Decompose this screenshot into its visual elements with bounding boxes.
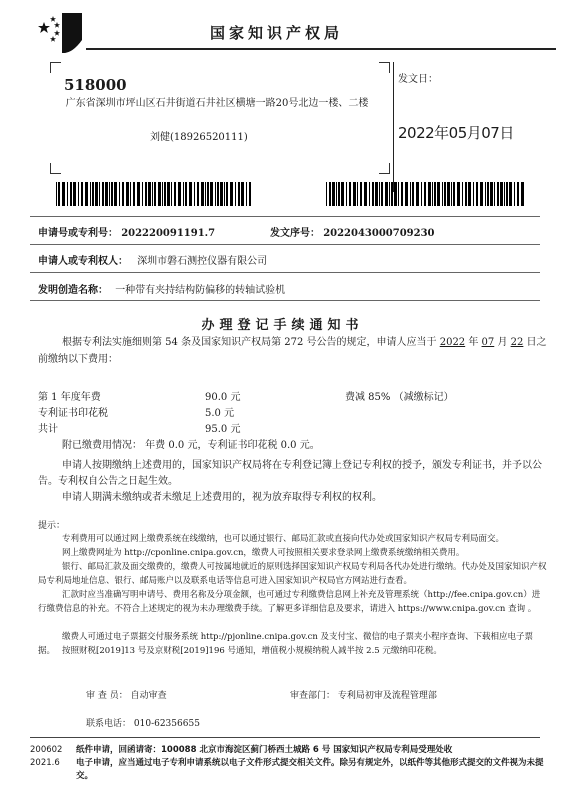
barcode-bar — [487, 182, 489, 206]
office-name: 国家知识产权局 — [210, 24, 344, 42]
barcode-bar — [364, 182, 367, 206]
barcode-bar — [468, 182, 471, 206]
header-separator — [393, 62, 394, 192]
barcode-bar — [78, 182, 79, 206]
barcode-bar — [73, 182, 76, 206]
barcode-bar — [174, 182, 176, 206]
barcode-bar — [412, 182, 414, 206]
barcode-bar — [437, 182, 440, 206]
barcode-bar — [171, 182, 172, 206]
barcode-bar — [465, 182, 467, 206]
fee-name: 专利证书印花税 — [38, 408, 108, 419]
barcode-bar — [126, 182, 129, 206]
applicant-label: 申请人或专利权人： — [38, 256, 128, 267]
barcode-bar — [369, 182, 370, 206]
phone-value: 010-62356655 — [133, 719, 200, 729]
tip-item: 专利费用可以通过网上缴费系统在线缴纳，也可以通过银行、邮局汇款或直接向代办处或国家知识产权局专利局面交。 — [62, 534, 505, 544]
barcode-bar — [148, 182, 151, 206]
cnipa-logo-icon — [38, 10, 84, 56]
barcode-bar — [67, 182, 68, 206]
barcode-bar — [152, 182, 153, 206]
application-number-label: 申请号或专利号： — [38, 228, 118, 239]
barcode-bar — [85, 182, 88, 206]
barcode-bar — [205, 182, 206, 206]
barcode-bar — [58, 182, 60, 206]
barcode-bar — [444, 182, 446, 206]
barcode-bar — [226, 182, 228, 206]
barcode-left — [56, 182, 253, 206]
barcode-bar — [360, 182, 362, 206]
applicant-name: 深圳市磐石测控仪器有限公司 — [137, 256, 268, 267]
fee-name: 第 1 年度年费 — [38, 392, 101, 403]
paid-status: 附已缴费用情况： 年费 0.0 元，专利证书印花税 0.0 元。 — [62, 440, 320, 451]
application-number-row — [38, 224, 215, 239]
barcode-bar — [457, 182, 460, 206]
barcode-bar — [509, 182, 512, 206]
department-label: 审查部门： — [290, 691, 336, 701]
barcode-bar — [485, 182, 486, 206]
barcode-bar — [381, 182, 383, 206]
due-year: 2022 — [439, 337, 466, 348]
tip-item: 银行、邮局汇款及面交缴费的，缴费人可按属地就近的原则选择国家知识产权局专利局各代办处进行缴纳。代办处及国家知识产权局专利局地址信息、银行、邮局账户以及联系电话等信息可进入国家知识产权局官方网站进行查看。 — [38, 562, 547, 586]
barcode-bar — [349, 182, 351, 206]
postcode: 518000 — [64, 76, 127, 94]
barcode-bar — [424, 182, 426, 206]
footer-electronic-note: 电子申请，应当通过电子专利申请系统以电子文件形式提交相关文件。除另有规定外，以纸件等其他形式提交的文件视为未提交。 — [76, 758, 544, 781]
barcode-bar — [398, 182, 399, 206]
barcode-bar — [375, 182, 378, 206]
barcode-bar — [70, 182, 72, 206]
barcode-bar — [215, 182, 216, 206]
barcode-bar — [405, 182, 408, 206]
barcode-bar — [178, 182, 181, 206]
examiner-value: 自动审查 — [130, 691, 167, 701]
barcode-bar — [90, 182, 91, 206]
department-value: 专利局初审及流程管理部 — [337, 691, 437, 701]
barcode-bar — [346, 182, 347, 206]
barcode-bar — [56, 182, 57, 206]
barcode-bar — [220, 182, 223, 206]
issue-date: 2022年05月07日 — [398, 124, 514, 142]
barcode-bar — [130, 182, 131, 206]
invention-title: 一种带有夹持结构防偏移的转轴试验机 — [115, 285, 286, 296]
header-rule — [86, 48, 556, 50]
tips-label: 提示： — [38, 521, 66, 531]
barcode-bar — [164, 182, 166, 206]
fee-total-amount: 95.0 元 — [205, 424, 241, 435]
barcode-bar — [230, 182, 233, 206]
due-month: 07 — [481, 337, 495, 348]
barcode-right — [326, 182, 525, 206]
barcode-bar — [428, 182, 431, 206]
barcode-bar — [394, 182, 397, 206]
barcode-bar — [357, 182, 358, 206]
barcode-bar — [167, 182, 170, 206]
fee-reduction-note: 费减 85% （减缴标记） — [345, 392, 454, 403]
barcode-bar — [500, 182, 503, 206]
phone-label: 联系电话： — [86, 719, 132, 729]
barcode-bar — [416, 182, 419, 206]
barcode-bar — [410, 182, 411, 206]
barcode-bar — [329, 182, 331, 206]
barcode-bar — [421, 182, 422, 206]
grant-paragraph: 申请人按期缴纳上述费用的，国家知识产权局将在专利登记簿上登记专利权的授予，颁发专利证书，并予以公告。专利权自公告之日起生效。 — [38, 460, 542, 487]
barcode-bar — [102, 182, 104, 206]
fee-amount: 90.0 元 — [205, 392, 241, 403]
barcode-bar — [332, 182, 335, 206]
barcode-bar — [514, 182, 515, 206]
barcode-bar — [517, 182, 519, 206]
barcode-bar — [92, 182, 94, 206]
form-code: 200602 — [30, 745, 63, 755]
barcode-bar — [201, 182, 204, 206]
barcode-bar — [137, 182, 140, 206]
barcode-bar — [249, 182, 251, 206]
barcode-bar — [442, 182, 443, 206]
barcode-bar — [81, 182, 83, 206]
barcode-bar — [521, 182, 524, 206]
barcode-bar — [385, 182, 388, 206]
barcode-bar — [154, 182, 156, 206]
barcode-bar — [109, 182, 110, 206]
barcode-bar — [189, 182, 192, 206]
barcode-bar — [197, 182, 199, 206]
barcode-bar — [185, 182, 187, 206]
phone-row — [86, 716, 200, 729]
barcode-bar — [114, 182, 117, 206]
footer-rule — [30, 737, 540, 738]
barcode-bar — [462, 182, 463, 206]
barcode-bar — [504, 182, 505, 206]
barcode-bar — [473, 182, 474, 206]
applicant-row — [38, 252, 267, 267]
barcode-bar — [336, 182, 337, 206]
barcode-bar — [241, 182, 244, 206]
barcode-bar — [194, 182, 195, 206]
barcode-bar — [447, 182, 450, 206]
rule — [30, 216, 540, 217]
barcode-bar — [451, 182, 452, 206]
rule — [30, 300, 540, 301]
barcode-bar — [235, 182, 236, 206]
abandon-paragraph: 申请人期满未缴纳或者未缴足上述费用的，视为放弃取得专利权的权利。 — [62, 492, 382, 503]
barcode-bar — [453, 182, 455, 206]
department-row — [290, 688, 437, 701]
barcode-bar — [476, 182, 478, 206]
barcode-bar — [122, 182, 124, 206]
barcode-bar — [158, 182, 161, 206]
barcode-bar — [210, 182, 213, 206]
barcode-bar — [391, 182, 393, 206]
issue-date-label: 发文日： — [398, 74, 438, 85]
barcode-bar — [119, 182, 120, 206]
rule — [30, 244, 540, 245]
barcode-bar — [341, 182, 344, 206]
barcode-bar — [401, 182, 403, 206]
invention-row — [38, 281, 285, 296]
barcode-bar — [95, 182, 98, 206]
tip-item: 按照财税[2019]13 号及京财税[2019]196 号通知，增值税小规模纳税人减半按 2.5 元缴纳印花税。 — [62, 646, 442, 656]
application-number: 202220091191.7 — [121, 228, 216, 239]
barcode-bar — [62, 182, 65, 206]
tip-item: 网上缴费网址为 http://cponline.cnipa.gov.cn，缴费人可按照相关要求登录网上缴费系统缴纳相关费用。 — [62, 548, 465, 558]
barcode-bar — [506, 182, 508, 206]
due-day: 22 — [510, 337, 524, 348]
barcode-bar — [497, 182, 499, 206]
barcode-bar — [207, 182, 209, 206]
barcode-bar — [99, 182, 100, 206]
barcode-bar — [133, 182, 135, 206]
barcode-bar — [353, 182, 356, 206]
barcode-bar — [379, 182, 380, 206]
examiner-row — [86, 688, 167, 701]
invention-label: 发明创造名称： — [38, 285, 108, 296]
barcode-bar — [389, 182, 390, 206]
fee-amount: 5.0 元 — [205, 408, 235, 419]
barcode-bar — [490, 182, 493, 206]
barcode-bar — [326, 182, 327, 206]
barcode-bar — [183, 182, 184, 206]
barcode-bar — [217, 182, 219, 206]
barcode-bar — [105, 182, 108, 206]
recipient-name: 刘健(18926520111) — [150, 132, 248, 143]
rule — [30, 272, 540, 273]
notice-title: 办理登记手续通知书 — [201, 318, 364, 333]
footer-paper-note: 纸件申请，回函请寄：100088 北京市海淀区蓟门桥西土城路 6 号 国家知识产权局专利局受理处收 — [76, 745, 453, 755]
barcode-bar — [432, 182, 433, 206]
barcode-bar — [162, 182, 163, 206]
barcode-bar — [238, 182, 240, 206]
barcode-bar — [224, 182, 225, 206]
serial-number-label: 发文序号： — [270, 228, 320, 239]
barcode-bar — [111, 182, 113, 206]
barcode-bar — [338, 182, 340, 206]
form-version: 2021.6 — [30, 758, 60, 768]
barcode-bar — [372, 182, 374, 206]
barcode-bar — [142, 182, 143, 206]
notice-intro: 根据专利法实施细则第 54 条及国家知识产权局第 272 号公告的规定，申请人应当于 2022 年 07 月 22 日之前缴纳以下费用： — [38, 337, 547, 365]
serial-number: 2022043000709230 — [323, 228, 435, 239]
tip-item: 缴费人可通过电子票据交付服务系统 http://pjonline.cnipa.gov.cn 及支付宝、微信的电子票夹小程序查询、下载相应电子票据。 — [38, 632, 534, 656]
recipient-address: 广东省深圳市坪山区石井街道石井社区横塘一路20号北边一楼、二楼 — [65, 98, 369, 109]
barcode-bar — [246, 182, 247, 206]
barcode-bar — [494, 182, 495, 206]
barcode-bar — [434, 182, 436, 206]
serial-number-row — [270, 224, 435, 239]
barcode-bar — [480, 182, 483, 206]
barcode-bar — [145, 182, 147, 206]
tip-item: 汇款时应当准确写明申请号、费用名称及分项金额，也可通过专利缴费信息网上补充及管理系统（http://fee.cnipa.gov.cn）进行缴费信息的补充。不符合上述规定的视为未办理缴费手续。了解更多详细信息及要求，请进入 https://www.cnipa.gov.cn 查询 。 — [38, 590, 541, 614]
examiner-label: 审 查 员： — [86, 691, 128, 701]
fee-total-label: 共计 — [38, 424, 58, 435]
